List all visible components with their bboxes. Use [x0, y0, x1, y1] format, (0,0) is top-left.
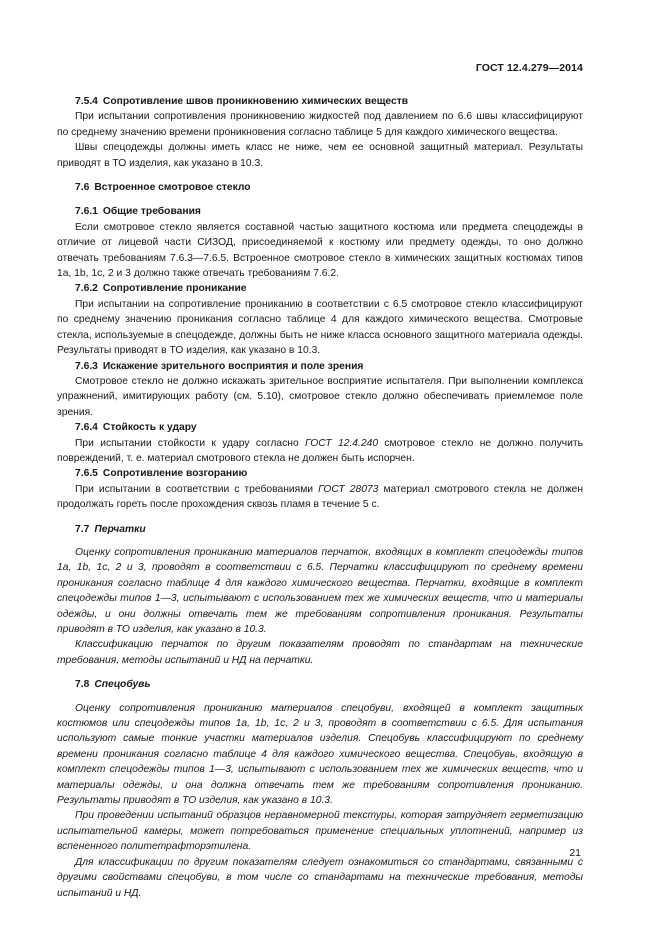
heading-7-6-3: [57, 359, 583, 374]
paragraph: Швы спецодежды должны иметь класс не ниже, чем ее основной защитный материал. Результаты приводят в ТО изделия, как указано в 10.3.: [57, 142, 583, 169]
paragraph-text: При испытании в соответствии с требованиями: [75, 483, 314, 495]
heading-number: 7.6.4: [75, 422, 98, 434]
paragraph: Для классификации по другим показателям следует ознакомиться со стандартами, связанными с другими свойствами спецобуви, в том числе со стандартами на технические требования, методы испытаний и НД.: [57, 856, 583, 899]
heading-title: Сопротивление возгоранию: [102, 468, 248, 480]
heading-title: Общие требования: [102, 206, 201, 218]
paragraph: Оценку сопротивления прониканию материалов спецобуви, входящей в комплект защитных костюмов или спецодежды типов 1а, 1b, 1c, 2 и 3, проводят в соответствии с 6.5. Для испытания используют самые тонкие участки материалов изделия. Спецобувь классифицируют по среднему времени проникания согласно таблице 4 для каждого химического вещества. Спецобувь, входящую в комплект спецодежды типов 1—3, испытывают с использованием тех же химических веществ, что и материалы одежды, и она должна отвечать тем же требованиям сопротивления прониканию. Результаты приводят в ТО изделия, как указано в 10.3.: [57, 702, 583, 807]
heading-title: Перчатки: [94, 523, 146, 535]
heading-7-6-5: [57, 466, 583, 481]
paragraph: При испытании на сопротивление прониканию в соответствии с 6.5 смотровое стекло классифицируют по среднему значению проникания согласно таблице 4 для каждого химического вещества. Смотровые стекла, используемые в спецодежде, должны быть не ниже класса основного защитного материала одежды. Результаты приводят в ТО изделия, как указано в 10.3.: [57, 298, 583, 357]
paragraph: При проведении испытаний образцов неравномерной текстуры, которая затрудняет герметизацию испытательной камеры, может потребоваться применение специальных уплотнений, например из вспененного политетрафторэтилена.: [57, 810, 583, 853]
paragraph: При испытании сопротивления проникновению жидкостей под давлением по 6.6 швы классифицируют по среднему значению времени проникновения согласно таблице 5 для каждого химического вещества.: [57, 111, 583, 138]
paragraph-text: При испытании стойкости к удару согласно: [75, 437, 299, 449]
heading-number: 7.6.1: [75, 206, 98, 218]
paragraph: [57, 482, 583, 513]
document-code: ГОСТ 12.4.279—2014: [475, 62, 583, 74]
heading-7-6-2: [57, 281, 583, 296]
heading-title: Сопротивление проникание: [102, 283, 247, 295]
heading-number: 7.5.4: [75, 96, 98, 107]
heading-title: Сопротивление швов проникновению химических веществ: [102, 96, 409, 107]
paragraph: Смотровое стекло не должно искажать зрительное восприятие испытателя. При выполнении комплекса упражнений, имитирующих работу (см. 5.10), смотровое стекло должно обеспечивать приемлемое поле зрения.: [57, 375, 583, 418]
heading-title: Спецобувь: [94, 679, 151, 691]
paragraph-text: материал смотрового стекла не должен продолжать гореть после прохождения сквозь пламя в течение 5 с.: [57, 483, 584, 511]
standard-reference: ГОСТ 12.4.240: [305, 437, 379, 449]
heading-number: 7.6.5: [75, 468, 98, 480]
paragraph: Если смотровое стекло является составной частью защитного костюма или предмета спецодежды в отличие от лицевой части СИЗОД, присоединяемой к костюму или предмету одежды, то оно должно отвечать требованиям 7.6.3—7.6.5. Встроенное смотровое стекло в химических защитных костюмах типов 1а, 1b, 1c, 2 и 3 должно также отвечать требованиям 7.6.2.: [57, 221, 583, 280]
page-content: [57, 94, 583, 901]
heading-number: 7.6: [75, 182, 90, 194]
paragraph: [57, 436, 583, 467]
heading-7-6-1: [57, 204, 583, 219]
page-number: 21: [569, 847, 581, 859]
heading-title: Искажение зрительного восприятия и поле зрения: [102, 360, 364, 372]
heading-number: 7.6.3: [75, 360, 98, 372]
heading-number: 7.6.2: [75, 283, 98, 295]
paragraph: Оценку сопротивления прониканию материалов перчаток, входящих в комплект спецодежды типов 1а, 1b, 1c, 2 и 3, проводят в соответствии с 6.5. Перчатки классифицируют по среднему времени проникания согласно таблице 4 для каждого химического вещества. Перчатки, входящие в комплект спецодежды типов 1—3, испытывают с использованием тех же химических веществ, что и материалы одежды, и они должны отвечать тем же требованиям сопротивления проникания. Результаты приводят в ТО изделия, как указано в 10.3.: [57, 546, 583, 635]
heading-7-7: [57, 522, 583, 537]
heading-number: 7.7: [75, 523, 90, 535]
heading-7-8: [57, 677, 583, 692]
heading-title: Встроенное смотровое стекло: [94, 182, 251, 194]
heading-7-6: [57, 180, 583, 195]
paragraph-text: смотровое стекло не должно получить повреждений, т. е. материал смотрового стекла не должен быть испорчен.: [57, 437, 583, 464]
paragraph: Классификацию перчаток по другим показателям проводят по стандартам на технические требования, методы испытаний и НД на перчатки.: [57, 639, 583, 666]
heading-number: 7.8: [75, 679, 90, 691]
heading-7-5-4: [57, 94, 583, 109]
standard-reference: ГОСТ 28073: [318, 483, 379, 495]
heading-title: Стойкость к удару: [102, 422, 197, 434]
heading-7-6-4: [57, 420, 583, 435]
